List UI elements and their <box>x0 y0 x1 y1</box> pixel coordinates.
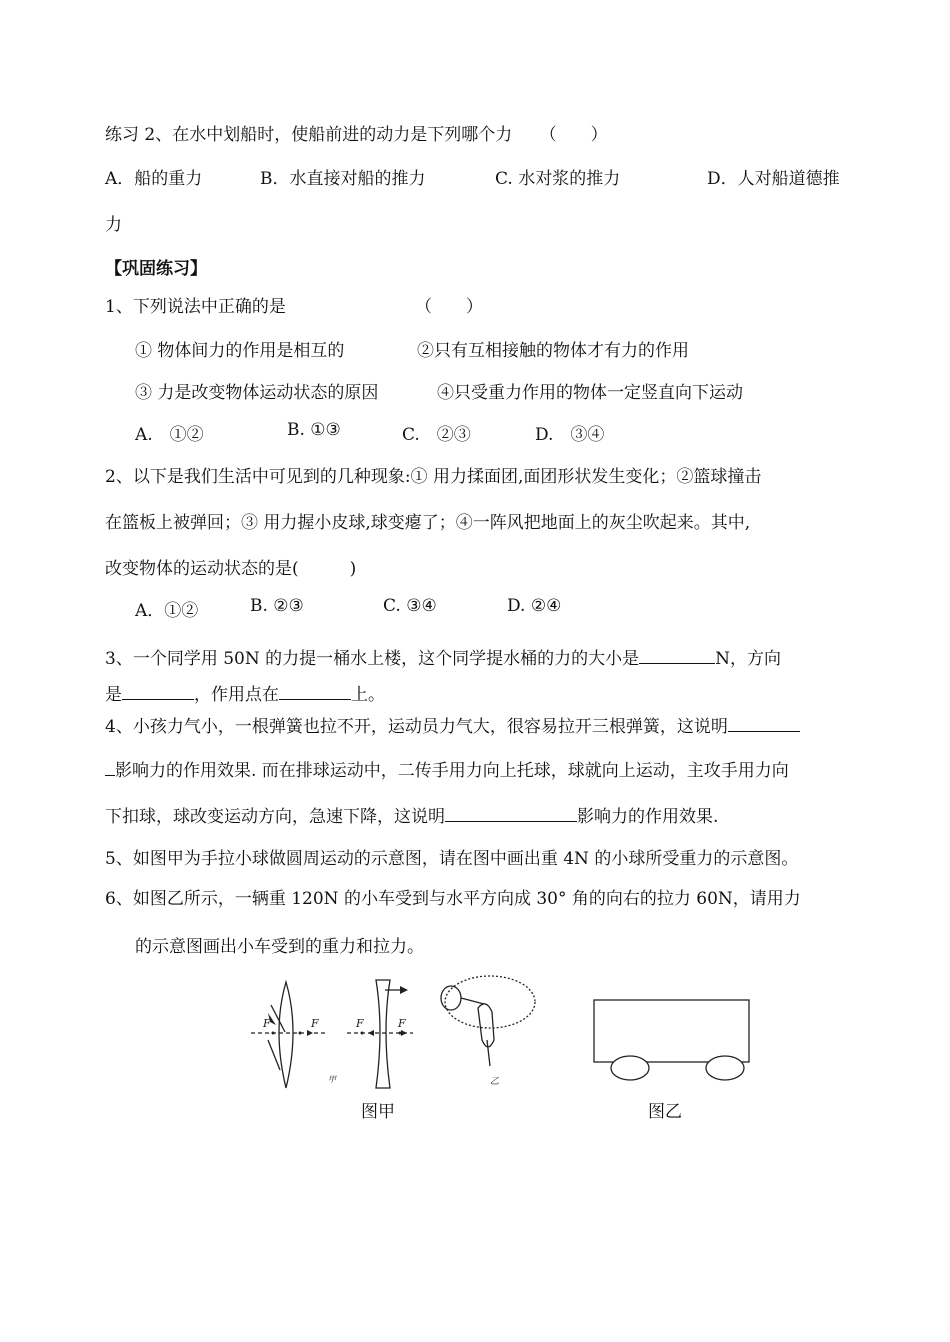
q4-line-3 <box>105 802 718 827</box>
practice2-question <box>105 120 608 145</box>
cart-wheel <box>611 1056 649 1080</box>
q3-text-4: ，作用点在 <box>194 685 279 705</box>
focal-point <box>399 1032 402 1035</box>
statement-4: ④只受重力作用的物体一定竖直向下运动 <box>437 383 743 403</box>
arrowhead <box>401 1030 407 1036</box>
concave-lens <box>376 980 390 1088</box>
figure-caption-yi: 图乙 <box>648 1102 682 1122</box>
hand <box>478 1004 494 1047</box>
string <box>461 998 484 1004</box>
convex-lens <box>279 982 293 1088</box>
answer-blank[interactable] <box>122 682 194 700</box>
focal-point <box>272 1032 275 1035</box>
q4-text-4: 影响力的作用效果. <box>577 807 719 827</box>
focal-label: F <box>356 1017 364 1030</box>
small-label-jia: 甲 <box>328 1075 336 1084</box>
figure-illustrations <box>0 970 950 1100</box>
option-c: C. 水对浆的推力 <box>495 169 621 189</box>
option-c: C. ②③ <box>402 425 471 445</box>
light-ray <box>268 1040 280 1070</box>
option-a: A．①② <box>135 601 199 621</box>
q4-text-2: 影响力的作用效果. 而在排球运动中，二传手用力向上托球，球就向上运动，主攻手用力向 <box>115 761 789 781</box>
answer-blank[interactable] <box>639 646 715 664</box>
small-label-yi: 乙 <box>490 1077 500 1087</box>
statement-3: ③ 力是改变物体运动状态的原因 <box>135 383 379 403</box>
q1-statements-2 <box>135 378 743 403</box>
q1-statements-1 <box>135 336 689 361</box>
focal-label: F <box>398 1017 406 1030</box>
answer-blank[interactable] <box>279 682 351 700</box>
q2-line-2: 在篮板上被弹回；③ 用力握小皮球,球变瘪了；④一阵风把地面上的灰尘吹起来。其中, <box>105 513 751 533</box>
option-b: B. ①③ <box>287 420 341 440</box>
answer-paren: （ ） <box>539 125 608 145</box>
answer-paren: （ ） <box>415 297 483 317</box>
section-title: 【巩固练习】 <box>105 259 207 279</box>
focal-label: F <box>263 1017 271 1030</box>
cart-body <box>594 1000 749 1062</box>
practice2-stem: 练习 2、在水中划船时，使船前进的动力是下列哪个力 <box>105 125 513 145</box>
option-c: C. ③④ <box>383 596 437 616</box>
q1-stem: 1、下列说法中正确的是 <box>105 297 286 317</box>
focal-point <box>299 1032 302 1035</box>
q6-line-1: 6、如图乙所示，一辆重 120N 的小车受到与水平方向成 30° 角的向右的拉力 60N，请用力 <box>105 889 801 909</box>
option-d: D．人对船道德推 <box>707 169 840 189</box>
option-d: D. ②④ <box>507 596 562 616</box>
option-b: B．水直接对船的推力 <box>260 169 426 189</box>
q4-text-1: 4、小孩力气小，一根弹簧也拉不开，运动员力气大，很容易拉开三根弹簧，这说明 <box>105 717 728 737</box>
statement-1: ① 物体间力的作用是相互的 <box>135 341 345 361</box>
arrowhead <box>400 986 408 994</box>
q2-line-3: 改变物体的运动状态的是( ) <box>105 559 357 579</box>
figure-caption-jia: 图甲 <box>361 1102 395 1122</box>
statement-2: ②只有互相接触的物体才有力的作用 <box>417 341 689 361</box>
q2-line-1: 2、以下是我们生活中可见到的几种现象:① 用力揉面团,面团形状发生变化；②篮球撞击 <box>105 467 762 487</box>
q5-text: 5、如图甲为手拉小球做圆周运动的示意图，请在图中画出重 4N 的小球所受重力的示意图。 <box>105 849 799 869</box>
option-a: A．船的重力 <box>105 169 203 189</box>
q4-line-1 <box>105 712 800 737</box>
q3-text-3: 是 <box>105 685 122 705</box>
answer-blank[interactable] <box>728 714 800 732</box>
cart-wheel <box>706 1056 744 1080</box>
q6-line-2: 的示意图画出小车受到的重力和拉力。 <box>135 937 424 957</box>
orbit-path <box>445 976 535 1028</box>
q3-text-1: 3、一个同学用 50N 的力提一桶水上楼，这个同学提水桶的力的大小是 <box>105 649 640 669</box>
arm <box>487 1040 490 1066</box>
option-a: A. ①② <box>135 425 204 445</box>
q1-stem-line <box>105 292 483 317</box>
focal-point <box>361 1032 364 1035</box>
light-ray <box>271 1005 285 1032</box>
q4-line-2 <box>105 756 789 781</box>
option-b: B. ②③ <box>250 596 304 616</box>
q3-line-1 <box>105 644 781 669</box>
answer-blank[interactable] <box>445 804 577 822</box>
practice2-option-d-continued: 力 <box>105 215 122 235</box>
q3-text-2: N，方向 <box>715 649 782 669</box>
q4-text-3: 下扣球，球改变运动方向，急速下降，这说明 <box>105 807 445 827</box>
focal-label: F <box>311 1017 319 1030</box>
q3-line-2 <box>105 680 385 705</box>
q3-text-5: 上。 <box>351 685 385 705</box>
arrowhead <box>307 1030 313 1036</box>
answer-blank[interactable] <box>105 758 115 776</box>
ball <box>441 986 461 1010</box>
option-d: D. ③④ <box>535 425 605 445</box>
arrowhead <box>368 1030 374 1036</box>
